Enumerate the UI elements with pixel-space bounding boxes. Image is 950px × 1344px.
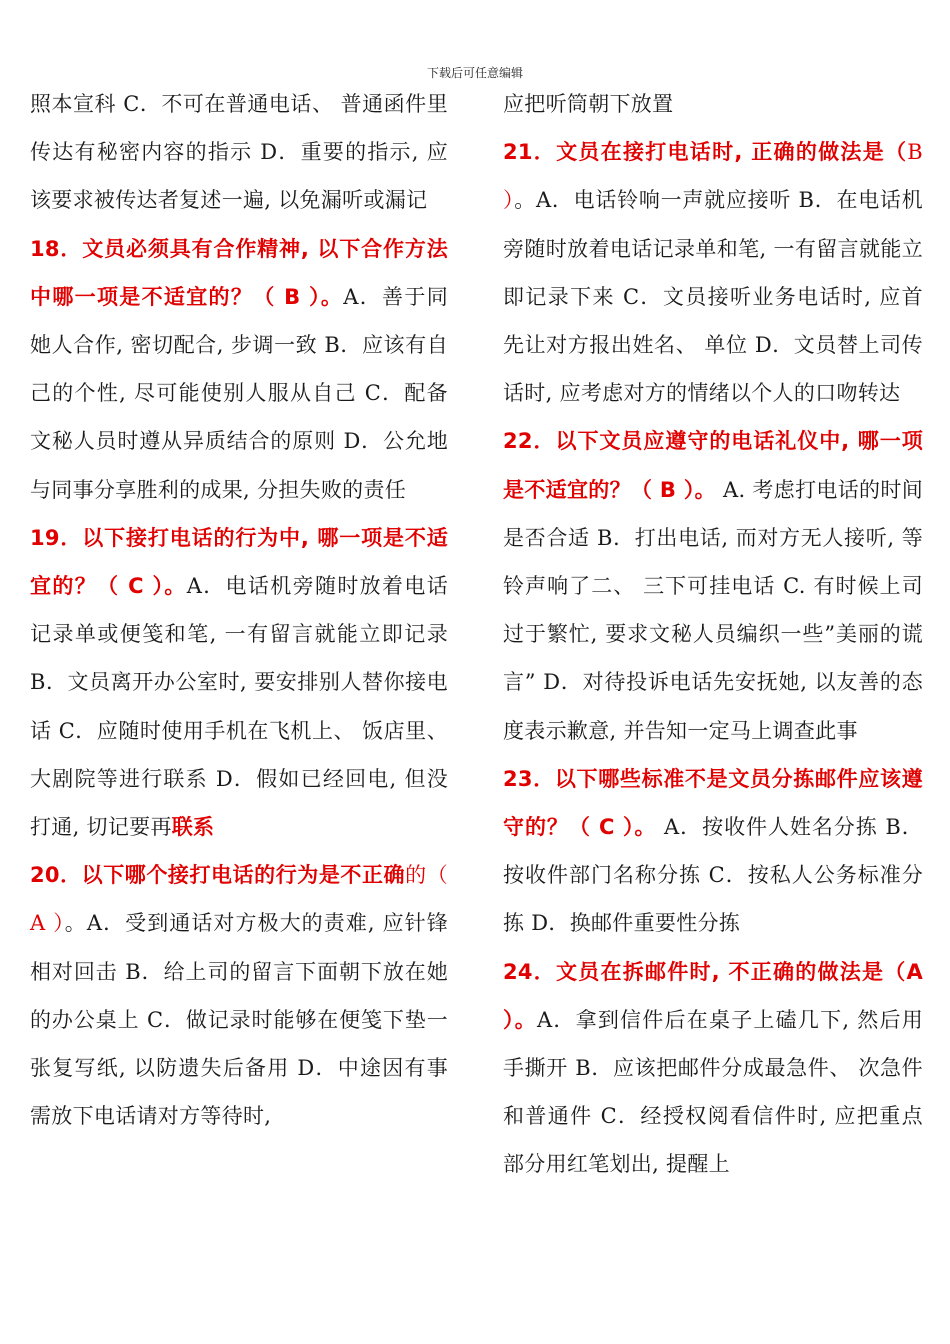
q23-stem-end: ）。	[623, 815, 657, 840]
q17-tail: 照本宣科 C．不可在普通电话、 普通函件里传达有秘密内容的指示 D．重要的指示, 应该要求被传达者复述一遍, 以免漏听或漏记	[30, 92, 448, 213]
question-24	[503, 948, 923, 1189]
q22-stem-end: ）。	[683, 477, 716, 502]
q21-stem: 21．文员在接打电话时, 正确的做法是（	[503, 140, 908, 165]
q23-stem: 23．以下哪些标准不是文员分拣邮件应该遵守的？（	[503, 766, 923, 840]
q23-answer: C	[590, 815, 624, 840]
question-19	[30, 514, 448, 851]
q20-options: 。A．受到通话对方极大的责难, 应针锋相对回击 B．给上司的留言下面朝下放在她的办公桌上 C．做记录时能够在便笺下垫一张复写纸, 以防遗失后备用 D．中途因有事需放下电话请对方等待时,	[30, 911, 448, 1129]
q24-answer: A ）。	[503, 959, 923, 1032]
q20-answer: （ A ）	[30, 863, 448, 936]
q18-stem: 18．文员必须具有合作精神, 以下合作方法中哪一项是不适宜的？（	[30, 236, 448, 309]
question-22	[503, 417, 923, 754]
q23-options: A．按收件人姓名分拣 B．按收件部门名称分拣 C．按私人公务标准分拣 D．换邮件重要性分拣	[503, 815, 923, 936]
q19-stem: 19．以下接打电话的行为中, 哪一项是不适宜的？（	[30, 525, 448, 599]
question-20	[30, 851, 448, 1140]
q19-tail: 联系	[171, 815, 215, 840]
q19-stem-end: ）。	[152, 574, 187, 599]
q18-answer: B	[275, 284, 310, 309]
question-23	[503, 755, 923, 948]
q20-stem: 20．以下哪个接打电话的行为是不正确	[30, 863, 406, 888]
q21-answer: B ）	[503, 140, 923, 213]
question-18	[30, 225, 448, 514]
left-column	[30, 80, 448, 1140]
q18-options: A．善于同她人合作, 密切配合, 步调一致 B．应该有自己的个性, 尽可能使别人服从自己 C．配备文秘人员时遵从异质结合的原则 D．公允地与同事分享胜利的成果, 分担失败的责任	[30, 284, 448, 502]
q22-answer: B	[652, 477, 684, 502]
q24-stem: 24．文员在拆邮件时, 不正确的做法是（	[503, 959, 907, 984]
right-column	[503, 80, 923, 1189]
q19-options: A．电话机旁随时放着电话记录单或便笺和笔, 一有留言就能立即记录 B．文员离开办公室时, 要安排别人替你接电话 C．应随时使用手机在飞机上、 饭店里、 大剧院等进行联系 D．假如已经回电, 但没打通, 切记要再	[30, 574, 449, 840]
q22-options: A. 考虑打电话的时间是否合适 B．打出电话, 而对方无人接听, 等铃声响了二、 三下可挂电话 C. 有时候上司过于繁忙, 要求文秘人员编织一些”美丽的谎言” D．对待投诉电话先安抚她, 以友善的态度表示歉意, 并告知一定马上调查此事	[503, 477, 923, 743]
question-21	[503, 128, 923, 417]
q20-de: 的	[405, 863, 427, 888]
q21-options: 。A．电话铃响一声就应接听 B．在电话机旁随时放着电话记录单和笔, 一有留言就能立即记录下来 C．文员接听业务电话时, 应首先让对方报出姓名、 单位 D．文员替上司传话时, 应考虑对方的情绪以个人的口吻转达	[503, 188, 923, 406]
page-header: 下载后可任意编辑	[426, 66, 523, 80]
q19-answer: C	[119, 574, 153, 599]
q24-options: A．拿到信件后在桌子上磕几下, 然后用手撕开 B．应该把邮件分成最急件、 次急件和普通件 C．经授权阅看信件时, 应把重点部分用红笔划出, 提醒上	[503, 1007, 923, 1177]
q22-stem: 22．以下文员应遵守的电话礼仪中, 哪一项是不适宜的？（	[503, 429, 923, 502]
q18-stem-end: ）。	[309, 284, 344, 309]
q20-tail: 应把听筒朝下放置	[503, 92, 674, 116]
